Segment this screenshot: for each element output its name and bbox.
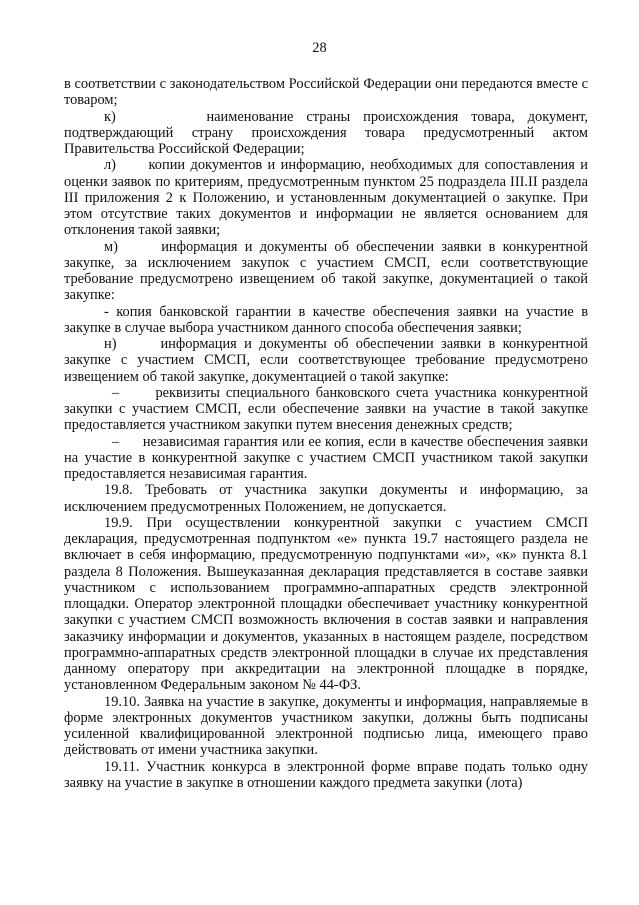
paragraph-item-m: м) информация и документы об обеспечении заявки в конкурентной закупке, за исключением закупок с участием СМСП, если соответствующие требование предусмотрено извещением об такой закупке, документацией о такой закупке: [64,238,588,304]
paragraph-bank-guarantee: - копия банковской гарантии в качестве обеспечения заявки на участие в закупке в случае выбора участником данного способа обеспечения заявки; [64,303,588,336]
paragraph-item-n: н) информация и документы об обеспечении заявки в конкурентной закупке с участием СМСП, если соответствующее требование предусмотрено извещением об такой закупке, документацией о такой закупке: [64,336,588,385]
paragraph-dash-guarantee: – независимая гарантия или ее копия, если в качестве обеспечения заявки на участие в конкурентной закупке с участием СМСП участником такой закупки предоставляется независимая гарантия. [64,433,588,482]
paragraph-19-8: 19.8. Требовать от участника закупки документы и информацию, за исключением предусмотренных Положением, не допускается. [64,482,588,515]
page-number: 28 [312,40,327,56]
paragraph-item-k: к) наименование страны происхождения товара, документ, подтверждающий страну происхождения товара предусмотренный актом Правительства Российской Федерации; [64,108,588,157]
paragraph-19-10: 19.10. Заявка на участие в закупке, документы и информация, направляемые в форме электронных документов участником закупки, должны быть подписаны усиленной квалифицированной электронной подписью лица, имеющего право действовать от имени участника закупки. [64,693,588,759]
paragraph-continuation: в соответствии с законодательством Российской Федерации они передаются вместе с товаром; [64,76,588,109]
document-body [64,76,588,791]
paragraph-19-11: 19.11. Участник конкурса в электронной форме вправе подать только одну заявку на участие в закупке в отношении каждого предмета закупки (лота) [64,758,588,791]
paragraph-item-l: л) копии документов и информацию, необходимых для сопоставления и оценки заявок по критериям, предусмотренным пунктом 25 подраздела III.II раздела III приложения 2 к Положению, и установленным документацией о закупке. При этом отсутствие таких документов и информации не является основанием для отклонения такой заявки; [64,157,588,239]
paragraph-dash-account: – реквизиты специального банковского счета участника конкурентной закупки с участием СМСП, если обеспечение заявки на участие в такой закупке предоставляется участником закупки путем внесения денежных средств; [64,384,588,434]
paragraph-19-9: 19.9. При осуществлении конкурентной закупки с участием СМСП декларация, предусмотренная подпунктом «е» пункта 19.7 настоящего раздела не включает в себя информацию, предусмотренную подпунктами «и», «к» пункта 8.1 раздела 8 Положения. Вышеуказанная декларация представляется в составе заявки участником с использованием программно-аппаратных средств электронной площадки. Оператор электронной площадки обеспечивает участнику конкурентной закупки с участием СМСП возможность включения в состав заявки и направления заказчику информации и документов, указанных в настоящем разделе, посредством программно-аппаратных средств электронной площадки в случае их представления данному оператору при аккредитации на электронной площадке в порядке, установленном Федеральным законом № 44-ФЗ. [64,514,588,694]
